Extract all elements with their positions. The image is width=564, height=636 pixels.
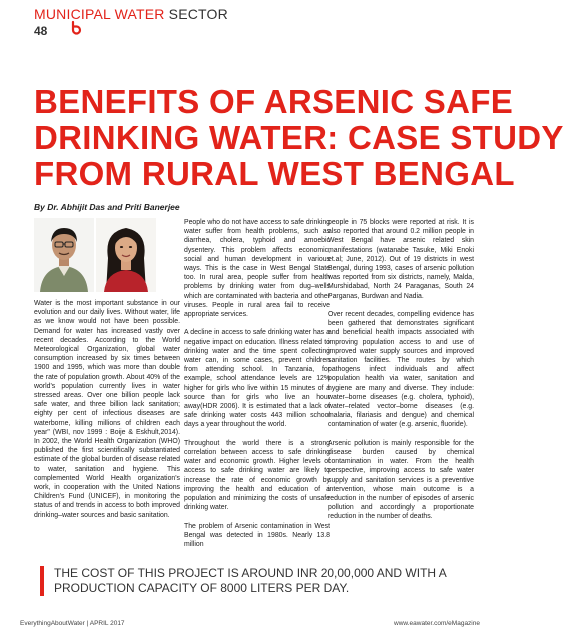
column-3-paragraph-3: Arsenic pollution is mainly responsible for the disease burden caused by chemical contamination in water. From the health perspective, improving access to safe water supply and sanitation services is a preventive intervention, whose main outcome is a reduction in the number of episodes of arsenic pollution and accordingly a proportionate reduction in the number of deaths. (328, 439, 474, 521)
section-title-part2: SECTOR (164, 6, 228, 22)
column-2-paragraph-2: A decline in access to safe drinking water has a negative impact on education. Illness related to drinking water and the time spent collecting water can, in some cases, prevent children from attending school. In Tanzania, for example, school attendance levels are 12% higher for girls who live within 15 minutes of a source than for girls who live an hour away(HDR 2006). It is estimated that a lack of safe drinking water costs 443 million school days a year throughout the world. (184, 329, 330, 429)
page-number: 48 (34, 24, 48, 38)
magazine-logo-icon (70, 21, 83, 34)
headline-line-1: BENEFITS OF ARSENIC SAFE (34, 83, 514, 120)
author-photo-male (34, 218, 94, 292)
headline-line-2: DRINKING WATER: CASE STUDY (34, 119, 564, 156)
footer-publication: EverythingAboutWater | APRIL 2017 (20, 620, 125, 627)
article-column-3 (328, 218, 474, 531)
author-photo-female (96, 218, 156, 292)
section-title (34, 6, 228, 22)
article-headline (34, 83, 564, 192)
column-2-paragraph-4: The problem of Arsenic contamination in West Bengal was detected in 1980s. Nearly 13.8 million (184, 522, 330, 549)
column-3-paragraph-2: Over recent decades, compelling evidence has been gathered that demonstrates significant and beneficial health impacts associated with improving population access to and use of improved water supply sources and improved sanitation facilities. The routes by which pathogens infect individuals and affect population health via water, sanitation and hygiene are many and diverse. They include: water–borne diseases (e.g. cholera, typhoid), water–related vector–borne diseases (e.g. malaria, filariasis and dengue) and chemical contamination of water (e.g. arsenic, fluoride). (328, 311, 474, 429)
article-column-2 (184, 218, 330, 558)
column-3-paragraph-1: people in 75 blocks were reported at risk. It is also reported that around 0.2 million people in West Bengal have arsenic related skin manifestations (watanabe Tasuke, Miki Enoki et.al; June, 2012). Out of 19 districts in west Bengal, during 1993, cases of arsenic pollution was reported from six districts, namely, Malda, Murshidabad, North 24 Paraganas, South 24 Parganas, Burdwan and Nadia. (328, 219, 474, 300)
headline-line-3: FROM RURAL WEST BENGAL (34, 155, 515, 192)
column-2-paragraph-1: People who do not have access to safe drinking water suffer from health problems, such as diarrhea, cholera, typhoid and amoebic dysentery. This problem affects economic, social and human development in various ways. This is the case in West Bengal State too. In rural area, people suffer from health problems by drinking water from dug–wells which are contaminated with bacteria and other viruses. People in rural area fail to receive appropriate services. (184, 219, 330, 319)
column-2-paragraph-3: Throughout the world there is a strong correlation between access to safe drinking water and economic growth. Higher levels of access to safe drinking water are likely to increase the rate of economic growth by improving the health and education of a population and minimizing the costs of unsafe drinking water. (184, 439, 330, 512)
article-column-1 (34, 299, 180, 529)
pull-quote: THE COST OF THIS PROJECT IS AROUND INR 20,00,000 AND WITH A PRODUCTION CAPACITY OF 8000 LITERS PER DAY. (40, 566, 480, 596)
column-1-paragraph-1: Water is the most important substance in our evolution and our daily lives. Without water, life as we know would not have been possible. Demand for water has increased vastly over recent decades. According to the World Meteorological Organization, global water consumption increased by six times between 1900 and 1995, which was more than double the rate of population growth. About 40% of the world's population currently lives in water stressed areas. Over one billion people lack safe water, and three billion lack sanitation; eighty per cent of infectious diseases are waterborne, killing millions of children each year" (WBI, nov 1999 : Boije & Eskhult,2014). In 2002, the World Health Organization (WHO) published the first scientifically substantiated estimate of the global burden of disease related to water, sanitation and hygiene. This complemented World Health organization's work, in cooperation with the United Nations Children's Fund (UNICEF), in monitoring the status of and trends in access to both improved drinking–water sources and basic sanitation. (34, 300, 180, 519)
section-title-part1: MUNICIPAL WATER (34, 6, 165, 22)
footer-website-link[interactable]: www.eawater.com/eMagazine (394, 620, 480, 627)
article-byline: By Dr. Abhijit Das and Priti Banerjee (34, 202, 180, 212)
